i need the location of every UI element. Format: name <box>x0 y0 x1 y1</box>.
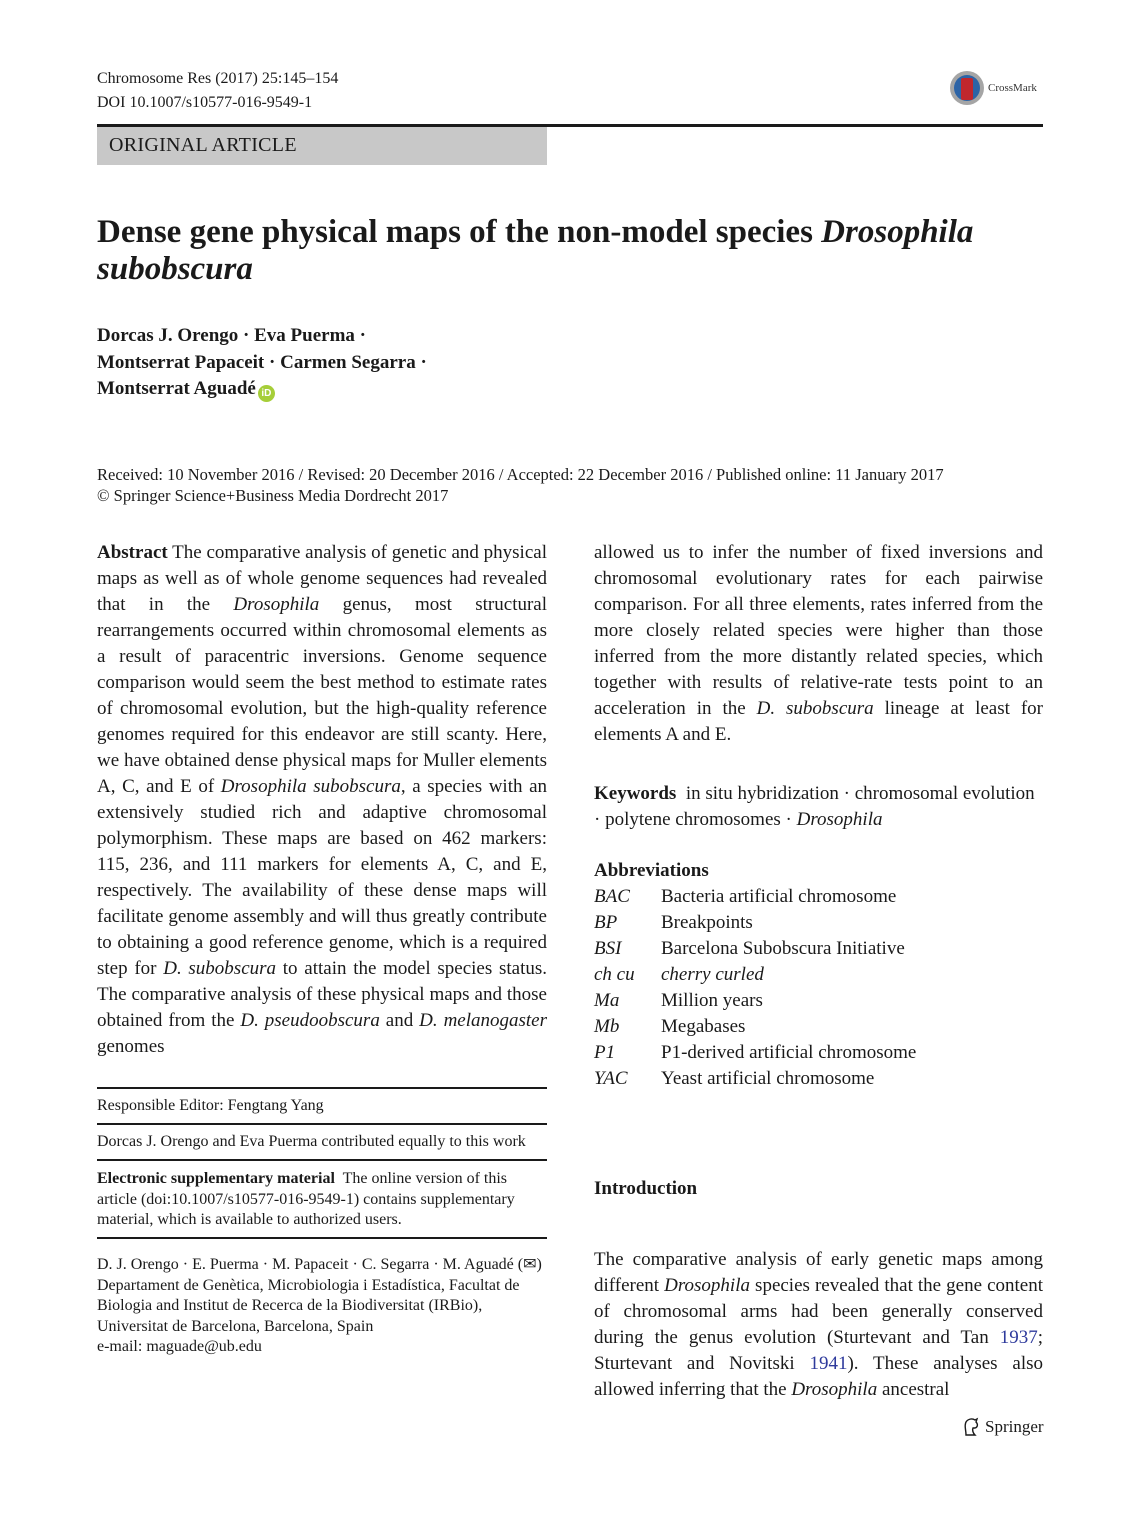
publication-dates <box>97 464 1043 506</box>
abstract-span: to attain the model species status. The comparative analysis of these physical maps and those obtained from the <box>97 958 547 1031</box>
abstract-span: , a species with an extensively studied rich and adaptive chromosomal polymorphism. These maps are based on 462 markers: 115, 236, and 111 markers for elements A, C, and E, respectively. The availability of these dense maps will facilitate genome assembly and will thus greatly contribute to obtaining a good reference genome, which is a required step for <box>97 776 547 979</box>
footnote-rule <box>97 1123 547 1125</box>
author-name[interactable]: Montserrat Aguadé <box>97 378 256 399</box>
copyright-holder: Springer Science+Business Media Dordrecht 2017 <box>113 486 449 505</box>
abbreviation-key: P1 <box>594 1042 616 1063</box>
author-separator: · <box>264 351 281 373</box>
author-separator: · <box>238 325 255 346</box>
keyword: in situ hybridization <box>685 783 839 804</box>
title-main: Dense gene physical maps of the non-model species <box>97 214 822 250</box>
intro-span: ; Sturtevant and Novitski <box>594 1327 1043 1374</box>
affiliation-block <box>97 1255 547 1358</box>
author-name[interactable]: Montserrat Papaceit <box>97 351 265 373</box>
corresponding-email[interactable]: e-mail: maguade@ub.edu <box>97 1338 262 1355</box>
journal-header <box>97 67 338 115</box>
abbreviations-heading: Abbreviations <box>594 860 709 881</box>
keyword: Drosophila <box>796 809 883 830</box>
abbreviation-row <box>594 884 1043 910</box>
abbreviation-row <box>594 962 1043 988</box>
intro-span: ). These analyses also allowed inferring that the <box>594 1353 1043 1400</box>
abstract-label: Abstract <box>97 542 168 563</box>
abbreviation-value: P1-derived artificial chromosome <box>661 1042 917 1063</box>
history-dates: Received: 10 November 2016 / Revised: 20 December 2016 / Accepted: 22 December 2016 / Published online: 11 January 2017 <box>97 465 944 484</box>
author-separator: · <box>354 325 366 346</box>
species-name: D. melanogaster <box>419 1010 547 1031</box>
abbreviation-row <box>594 910 1043 936</box>
title-species: Drosophila subobscura <box>97 214 974 287</box>
responsible-editor: Responsible Editor: Fengtang Yang <box>97 1097 324 1114</box>
author-name[interactable]: Eva Puerma <box>254 325 355 346</box>
introduction-paragraph <box>594 1247 1043 1403</box>
abbreviation-value: Megabases <box>661 1016 746 1037</box>
journal-citation: Chromosome Res (2017) 25:145–154 <box>97 70 339 87</box>
crossmark-icon <box>950 71 984 105</box>
orcid-icon[interactable]: iD <box>258 385 275 402</box>
crossmark-badge[interactable] <box>950 69 1045 107</box>
author-separator: · <box>415 351 427 373</box>
article-title <box>97 214 1043 288</box>
crossmark-label: CrossMark <box>988 82 1037 94</box>
publisher-logo <box>962 1415 1044 1439</box>
introduction-heading: Introduction <box>594 1178 698 1199</box>
affiliation-address: Departament de Genètica, Microbiologia i Estadística, Facultat de Biologia and Institut de Recerca de la Biodiversitat (IRBio), Universitat de Barcelona, Barcelona, Spain <box>97 1276 520 1335</box>
springer-horse-icon <box>962 1417 980 1437</box>
abstract-span: genus, most structural rearrangements occurred within chromosomal elements as a result of paracentric inversions. Genome sequence comparison would seem the best method to estimate rates of chromosomal evolution, but the high-quality reference genomes required for this endeavor are still scanty. Here, we have obtained dense physical maps for Muller elements A, C, and E of <box>97 594 548 797</box>
footnote-rule <box>97 1087 547 1089</box>
abbreviation-key: Ma <box>594 990 620 1011</box>
species-name: Drosophila <box>664 1275 750 1296</box>
abstract-span: allowed us to infer the number of fixed inversions and chromosomal evolutionary rates for each pairwise comparison. For all three elements, rates inferred from the more closely related species were higher than those inferred from the more distantly related species, which together with results of relative-rate tests point to an acceleration in the <box>594 542 1043 719</box>
abbreviation-value: cherry curled <box>661 964 764 985</box>
abbreviation-key: YAC <box>594 1068 628 1089</box>
publisher-name: Springer <box>985 1417 1044 1436</box>
footnote-rule <box>97 1159 547 1161</box>
author-list <box>97 323 697 403</box>
abstract-left <box>97 540 547 1060</box>
intro-span: The comparative analysis of early genetic maps among different <box>594 1249 1043 1296</box>
abbreviations <box>594 858 1043 1092</box>
abstract-text <box>97 540 547 1060</box>
abbreviation-key: BAC <box>594 886 630 907</box>
keyword: polytene chromosomes <box>605 809 781 830</box>
copyright-symbol: © <box>97 486 110 505</box>
species-name: Drosophila <box>233 594 320 615</box>
affiliation-authors: D. J. Orengo · E. Puerma · M. Papaceit · C. Segarra · M. Aguadé (✉) <box>97 1256 542 1273</box>
species-name: Drosophila <box>791 1379 878 1400</box>
abbreviation-value: Million years <box>661 990 763 1011</box>
esm-text: The online version of this article (doi:10.1007/s10577-016-9549-1) contains supplementary material, which is available to authorized users. <box>97 1170 515 1228</box>
abbreviation-value: Barcelona Subobscura Initiative <box>661 938 905 959</box>
intro-span: ancestral <box>877 1379 950 1400</box>
esm-label: Electronic supplementary material <box>97 1170 335 1187</box>
keywords-label: Keywords <box>594 783 677 804</box>
abbreviation-key: ch cu <box>594 964 635 985</box>
abbreviation-value: Bacteria artificial chromosome <box>661 886 897 907</box>
abbreviation-row <box>594 1040 1043 1066</box>
author-name[interactable]: Carmen Segarra <box>280 351 416 373</box>
species-name: Drosophila subobscura <box>220 776 401 797</box>
supplementary-note <box>97 1169 547 1231</box>
abbreviation-key: Mb <box>594 1016 620 1037</box>
abstract-span: The comparative analysis of genetic and physical maps as well as of whole genome sequences had revealed that in the <box>97 542 547 615</box>
abstract-right <box>594 540 1043 748</box>
copyright-line <box>97 485 1043 506</box>
author-name[interactable]: Dorcas J. Orengo <box>97 325 239 346</box>
abbreviation-key: BSI <box>594 938 622 959</box>
abbreviation-row <box>594 1014 1043 1040</box>
keywords: Keywords in situ hybridization · chromosomal evolution · polytene chromosomes · Drosophila <box>594 783 1035 830</box>
introduction-text <box>594 1228 1043 1422</box>
abbreviation-value: Yeast artificial chromosome <box>661 1068 875 1089</box>
species-name: D. pseudoobscura <box>240 1010 380 1031</box>
abbreviation-value: Breakpoints <box>661 912 753 933</box>
keyword: chromosomal evolution <box>854 783 1035 804</box>
abbreviation-row <box>594 1066 1043 1092</box>
abstract-span: lineage at least for elements A and E. <box>594 698 1043 745</box>
abstract-span: genomes <box>97 1036 165 1057</box>
intro-span: species revealed that the gene content of chromosomal arms had been generally conserved during the genus evolution (Sturtevant and Tan <box>594 1275 1044 1348</box>
citation-link[interactable]: 1941 <box>809 1353 848 1374</box>
equal-contribution-note: Dorcas J. Orengo and Eva Puerma contributed equally to this work <box>97 1133 526 1150</box>
abbreviation-key: BP <box>594 912 618 933</box>
doi[interactable]: DOI 10.1007/s10577-016-9549-1 <box>97 94 313 111</box>
article-type: ORIGINAL ARTICLE <box>97 127 547 165</box>
abbreviation-row <box>594 936 1043 962</box>
abstract-continued <box>594 540 1043 748</box>
species-name: D. subobscura <box>163 958 277 979</box>
citation-link[interactable]: 1937 <box>999 1327 1038 1348</box>
abbreviation-row <box>594 988 1043 1014</box>
abstract-span: and <box>379 1010 420 1031</box>
species-name: D. subobscura <box>756 698 874 719</box>
footnote-rule <box>97 1237 547 1239</box>
